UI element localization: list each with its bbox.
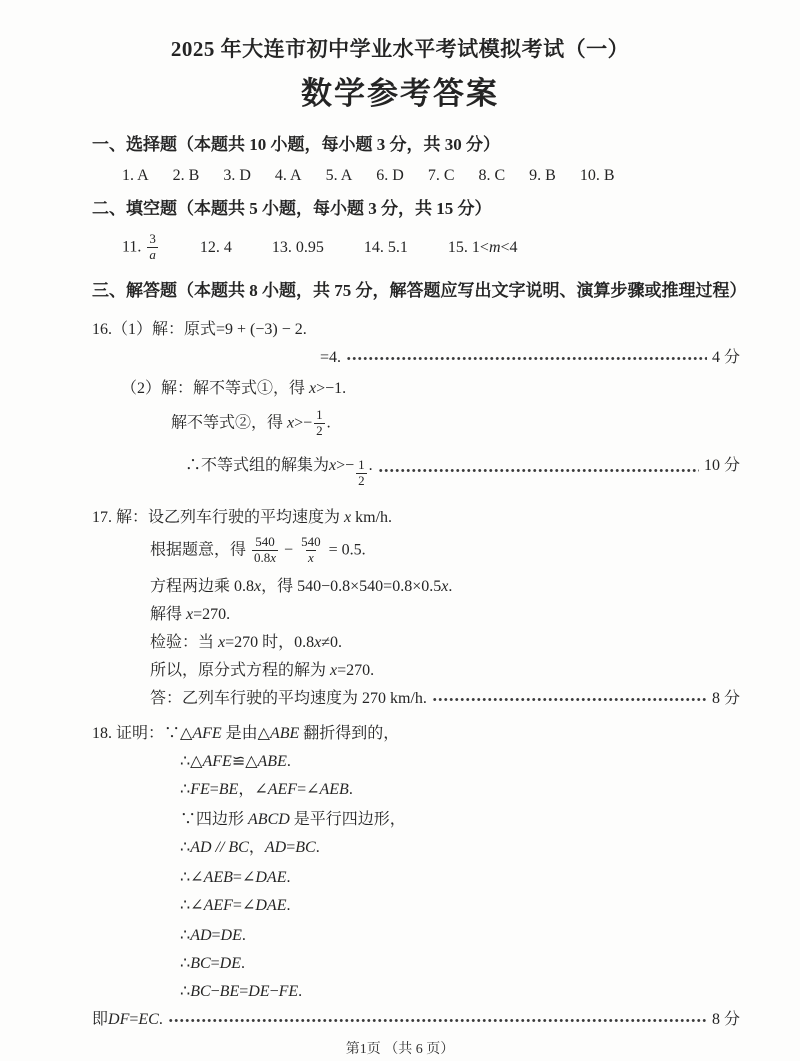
choice-answer-7: 7. C (427, 167, 455, 184)
text-run: ，得 540−0.8×540=0.8×0.5 (261, 578, 442, 596)
text-run: （2）解：解不等式①，得 (121, 380, 310, 397)
text-run: =270. (193, 606, 231, 624)
text-run: ≠0. (321, 634, 343, 652)
text-run: 是由△ (221, 725, 270, 743)
text-run: . (298, 983, 303, 1001)
text-run: 检验：当 (150, 634, 219, 652)
math-variable: BC (190, 955, 211, 973)
math-variable: AD (264, 839, 287, 857)
text-run: 16.（1）解：原式=9 + (−3) − 2. (92, 321, 307, 338)
math-variable: x (287, 414, 295, 432)
fraction (147, 232, 158, 262)
text-run: >− (294, 414, 313, 432)
math-variable: AD // BC (190, 839, 249, 857)
text-run: . (286, 869, 291, 887)
choice-answers-row (122, 162, 740, 190)
q18-step-9 (180, 950, 740, 978)
text-run: ∴△ (180, 753, 203, 771)
fill-answer-15 (448, 234, 518, 262)
math-variable: DE (219, 955, 241, 973)
q18-step-7 (180, 892, 740, 920)
text-run: = (211, 927, 221, 945)
choice-answer-2: 2. B (172, 167, 200, 184)
math-variable: AEF (267, 781, 298, 799)
text-run: 540 (255, 534, 275, 550)
fill-answer-13 (272, 234, 324, 262)
math-variable: AFE (202, 753, 232, 771)
text-run: ∴∠ (180, 869, 204, 887)
choice-answer-10: 10. B (579, 167, 615, 184)
fill-answer-12 (200, 234, 232, 262)
q17-step-4 (150, 601, 740, 629)
text-run: <4 (500, 239, 518, 256)
text-run: 即 (92, 1011, 109, 1029)
fill-answers-row (122, 230, 740, 266)
math-variable: x (307, 549, 314, 565)
math-variable: AEB (319, 781, 349, 799)
text-run: . (326, 414, 331, 432)
dot-leader (168, 1017, 707, 1024)
text-run: = (286, 839, 296, 857)
fraction (314, 408, 325, 438)
text-run: 12. 4 (199, 239, 232, 256)
text-run: 15. 1< (447, 239, 489, 256)
page-title: 数学参考答案 (301, 76, 499, 111)
text-run: km/h. (351, 509, 393, 527)
math-variable: x (309, 380, 317, 397)
math-variable: ABCD (248, 811, 290, 829)
q18-step-5 (180, 834, 740, 862)
text-run: =4. (320, 349, 342, 366)
text-run: ∴∠ (180, 897, 204, 915)
q16-step-2-scored (320, 344, 740, 372)
text-run: 所以，原分式方程的解为 (150, 662, 331, 680)
text-run: 8 分 (711, 1011, 740, 1029)
text-run: 540 (301, 534, 321, 550)
text-run: >− (336, 457, 355, 475)
page-number-footer: 第1页 （共 6 页） (345, 1042, 455, 1058)
text-run: =270. (337, 662, 375, 680)
math-variable: FE (278, 983, 299, 1001)
text-run: 4 分 (711, 349, 740, 366)
text-run: ≌△ (231, 753, 258, 771)
q18-step-1 (92, 720, 740, 748)
q18-step-6 (180, 864, 740, 892)
text-run: − (280, 541, 298, 559)
text-run: = (210, 955, 220, 973)
math-variable: EC (138, 1011, 159, 1029)
text-run: 解得 (150, 606, 187, 624)
math-variable: DAE (255, 897, 287, 915)
q17-step-2 (150, 536, 740, 566)
text-run: 18. 证明：∵△ (92, 725, 193, 743)
text-run: ∴ (180, 781, 191, 799)
text-run: 0.8 (254, 549, 271, 565)
text-run: =270 时，0.8 (225, 634, 315, 652)
q16-step-4 (171, 409, 740, 439)
math-variable: x (329, 457, 337, 475)
choice-answer-6: 6. D (376, 167, 404, 184)
math-variable: BC (190, 983, 211, 1001)
text-run: ∴ (180, 955, 191, 973)
math-variable: BC (295, 839, 316, 857)
math-variable: x (186, 606, 194, 624)
math-variable: x (344, 509, 352, 527)
text-run: . (315, 839, 320, 857)
text-run: 11. (122, 238, 146, 256)
text-run: − (210, 983, 220, 1001)
math-variable: ABE (269, 725, 300, 743)
text-run: . (241, 927, 246, 945)
text-run: 8 分 (711, 690, 740, 708)
dot-leader (432, 696, 707, 703)
choice-answer-5: 5. A (325, 167, 353, 184)
text-run: 2 (316, 422, 323, 438)
choice-answer-1: 1. A (122, 167, 149, 184)
text-run: ， (248, 839, 265, 857)
text-run: = (239, 983, 249, 1001)
fraction (252, 535, 278, 565)
text-run: . (158, 1011, 163, 1029)
math-variable: DAE (255, 869, 287, 887)
math-variable: BE (218, 781, 239, 799)
text-run: =∠ (232, 897, 256, 915)
text-run: =∠ (232, 869, 256, 887)
text-run: = 0.5. (324, 541, 366, 559)
q16-step-1 (92, 316, 740, 344)
fraction (299, 535, 323, 565)
text-run: 3 (149, 230, 156, 246)
math-variable: x (254, 578, 262, 596)
q18-step-4 (180, 806, 740, 834)
math-variable: DF (108, 1011, 130, 1029)
math-variable: AEF (203, 897, 233, 915)
math-variable: FE (190, 781, 210, 799)
text-run: 翻折得到的， (299, 725, 400, 743)
text-run: − (269, 983, 279, 1001)
text-run: ∴ (180, 927, 191, 945)
section-1-heading: 一、选择题（本题共 10 小题，每小题 3 分，共 30 分） (92, 135, 500, 154)
fill-answer-11 (122, 230, 160, 263)
math-variable: a (149, 246, 156, 262)
text-run: 14. 5.1 (363, 239, 408, 256)
math-variable: ABE (257, 753, 287, 771)
math-variable: x (218, 634, 226, 652)
q18-step-3 (180, 776, 740, 804)
section-3-heading: 三、解答题（本题共 8 小题，共 75 分，解答题应写出文字说明、演算步骤或推理过程） (92, 281, 747, 300)
choice-answer-4: 4. A (274, 167, 302, 184)
fill-answer-14 (364, 234, 408, 262)
text-run: ∵四边形 (180, 811, 249, 829)
text-run: 1 (316, 407, 323, 422)
math-variable: x (314, 634, 322, 652)
text-run: 17. 解：设乙列车行驶的平均速度为 (92, 509, 345, 527)
q17-step-6 (150, 657, 740, 685)
q18-step-11-scored (92, 1006, 740, 1034)
text-run: 2 (358, 472, 365, 488)
math-variable: AEB (203, 869, 233, 887)
text-run: >−1. (316, 380, 347, 397)
text-run: =∠ (297, 781, 320, 799)
q18-step-10 (180, 978, 740, 1006)
q16-step-3 (121, 375, 740, 403)
fraction (356, 458, 367, 488)
math-variable: AD (190, 927, 212, 945)
text-run: ∴ (180, 839, 191, 857)
choice-answer-3: 3. D (223, 167, 251, 184)
math-variable: BE (219, 983, 240, 1001)
q17-step-7-scored (150, 685, 740, 713)
math-variable: DE (220, 927, 242, 945)
dot-leader (378, 467, 699, 474)
q18-step-2 (180, 748, 740, 776)
q17-step-1 (92, 504, 740, 532)
math-variable: DE (248, 983, 270, 1001)
q16-step-5-scored (185, 452, 740, 489)
text-run: = (209, 781, 219, 799)
q18-step-8 (180, 922, 740, 950)
text-run: 根据题意，得 (150, 541, 251, 559)
math-variable: x (330, 662, 338, 680)
exam-title: 2025 年大连市初中学业水平考试模拟考试（一） (170, 37, 630, 61)
text-run: 13. 0.95 (271, 239, 324, 256)
text-run: = (129, 1011, 139, 1029)
text-run: 10 分 (703, 457, 740, 475)
text-run: . (241, 955, 245, 973)
math-variable: AFE (192, 725, 222, 743)
choice-answer-9: 9. B (529, 167, 556, 184)
text-run: . (286, 753, 291, 771)
q17-step-5 (150, 629, 740, 657)
dot-leader (346, 355, 707, 362)
text-run: 是平行四边形， (289, 811, 406, 829)
q17-step-3 (150, 573, 740, 601)
text-run: . (368, 457, 373, 475)
choice-answer-8: 8. C (478, 167, 506, 184)
text-run: ∴ (180, 983, 191, 1001)
section-2-heading: 二、填空题（本题共 5 小题，每小题 3 分，共 15 分） (92, 199, 492, 218)
text-run: . (348, 781, 353, 799)
text-run: 1 (358, 457, 365, 473)
text-run: ∴不等式组的解集为 (185, 457, 330, 475)
text-run: 方程两边乘 0.8 (150, 578, 255, 596)
math-variable: m (488, 239, 501, 256)
text-run: . (448, 578, 453, 596)
text-run: . (286, 897, 291, 915)
math-variable: x (270, 549, 277, 565)
text-run: ，∠ (238, 781, 268, 799)
math-variable: x (441, 578, 449, 596)
text-run: 解不等式②，得 (171, 414, 288, 432)
text-run: 答：乙列车行驶的平均速度为 270 km/h. (150, 690, 427, 708)
